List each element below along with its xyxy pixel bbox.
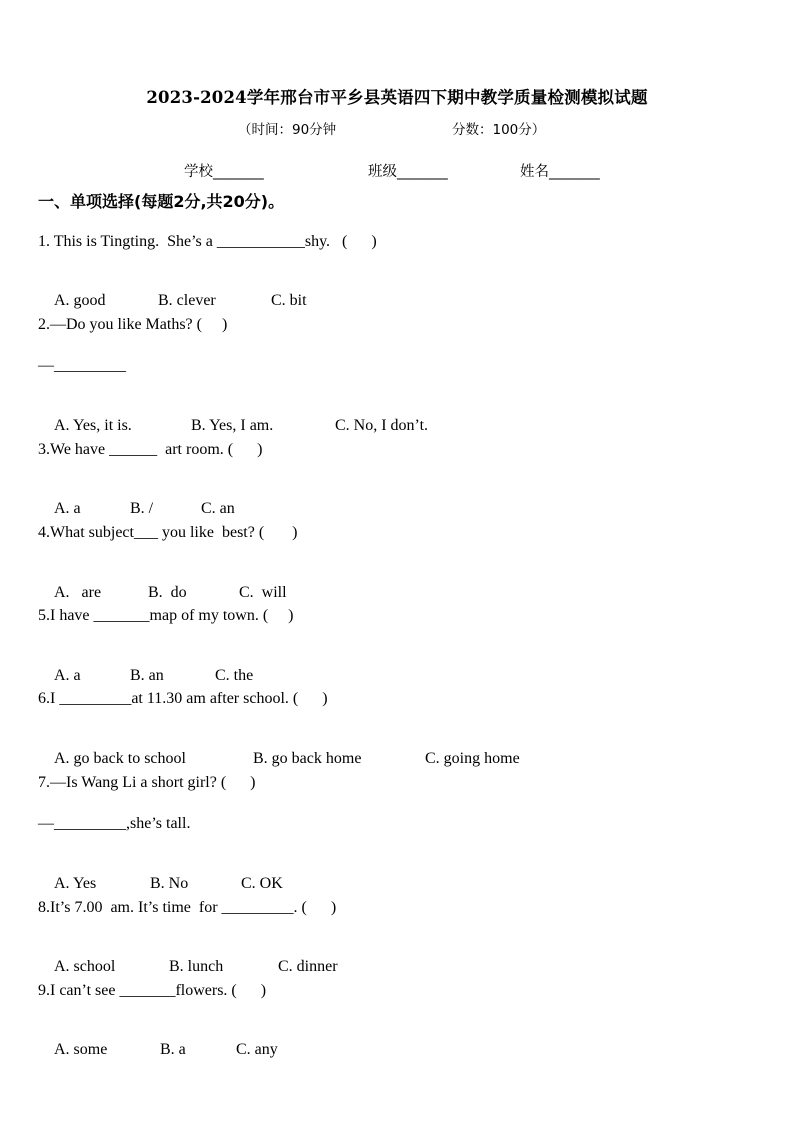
option-a: A. are — [54, 584, 102, 601]
option-a: A. Yes, it is. — [54, 417, 132, 434]
option-c: C. OK — [241, 875, 283, 892]
section-title: 一、单项选择(每题2分,共20分)。 — [38, 192, 285, 211]
exam-title: 2023-2024学年邢台市平乡县英语四下期中教学质量检测模拟试题 — [146, 88, 648, 107]
options-9 — [38, 1023, 278, 1077]
option-b: B. lunch — [169, 958, 224, 975]
option-c: C. going home — [425, 750, 520, 767]
option-b: B. do — [148, 584, 187, 601]
option-b: B. Yes, I am. — [191, 417, 274, 434]
question-7: 7.—Is Wang Li a short girl? ( ) — [38, 774, 256, 791]
option-a: A. a — [54, 667, 81, 684]
school-field: 学校_______ — [184, 164, 264, 180]
question-8: 8.It’s 7.00 am. It’s time for _________. ( ) — [38, 899, 337, 916]
question-9: 9.I can’t see _______flowers. ( ) — [38, 982, 267, 999]
option-a: A. go back to school — [54, 750, 186, 767]
answer-line-2: —_________ — [38, 357, 126, 374]
question-6: 6.I _________at 11.30 am after school. ( ) — [38, 690, 328, 707]
option-a: A. school — [54, 958, 116, 975]
exam-score: 分数：100分） — [452, 122, 546, 138]
option-b: B. go back home — [253, 750, 362, 767]
question-3: 3.We have ______ art room. ( ) — [38, 441, 263, 458]
option-b: B. / — [130, 500, 154, 517]
name-field: 姓名_______ — [520, 164, 600, 180]
option-b: B. a — [160, 1041, 186, 1058]
question-4: 4.What subject___ you like best? ( ) — [38, 524, 298, 541]
option-c: C. an — [201, 500, 235, 517]
option-a: A. some — [54, 1041, 108, 1058]
option-c: C. any — [236, 1041, 278, 1058]
class-field: 班级_______ — [368, 164, 448, 180]
question-5: 5.I have _______map of my town. ( ) — [38, 607, 294, 624]
answer-line-7: —_________,she’s tall. — [38, 815, 191, 832]
option-c: C. No, I don’t. — [335, 417, 429, 434]
option-c: C. will — [239, 584, 287, 601]
option-b: B. an — [130, 667, 164, 684]
option-c: C. bit — [271, 292, 307, 309]
option-c: C. dinner — [278, 958, 338, 975]
exam-time: （时间：90分钟 — [238, 122, 337, 138]
question-2: 2.—Do you like Maths? ( ) — [38, 316, 228, 333]
option-a: A. a — [54, 500, 81, 517]
option-b: B. clever — [158, 292, 216, 309]
option-a: A. Yes — [54, 875, 97, 892]
option-c: C. the — [215, 667, 254, 684]
option-a: A. good — [54, 292, 106, 309]
question-1: 1. This is Tingting. She’s a ___________shy. ( ) — [38, 233, 377, 250]
option-b: B. No — [150, 875, 189, 892]
